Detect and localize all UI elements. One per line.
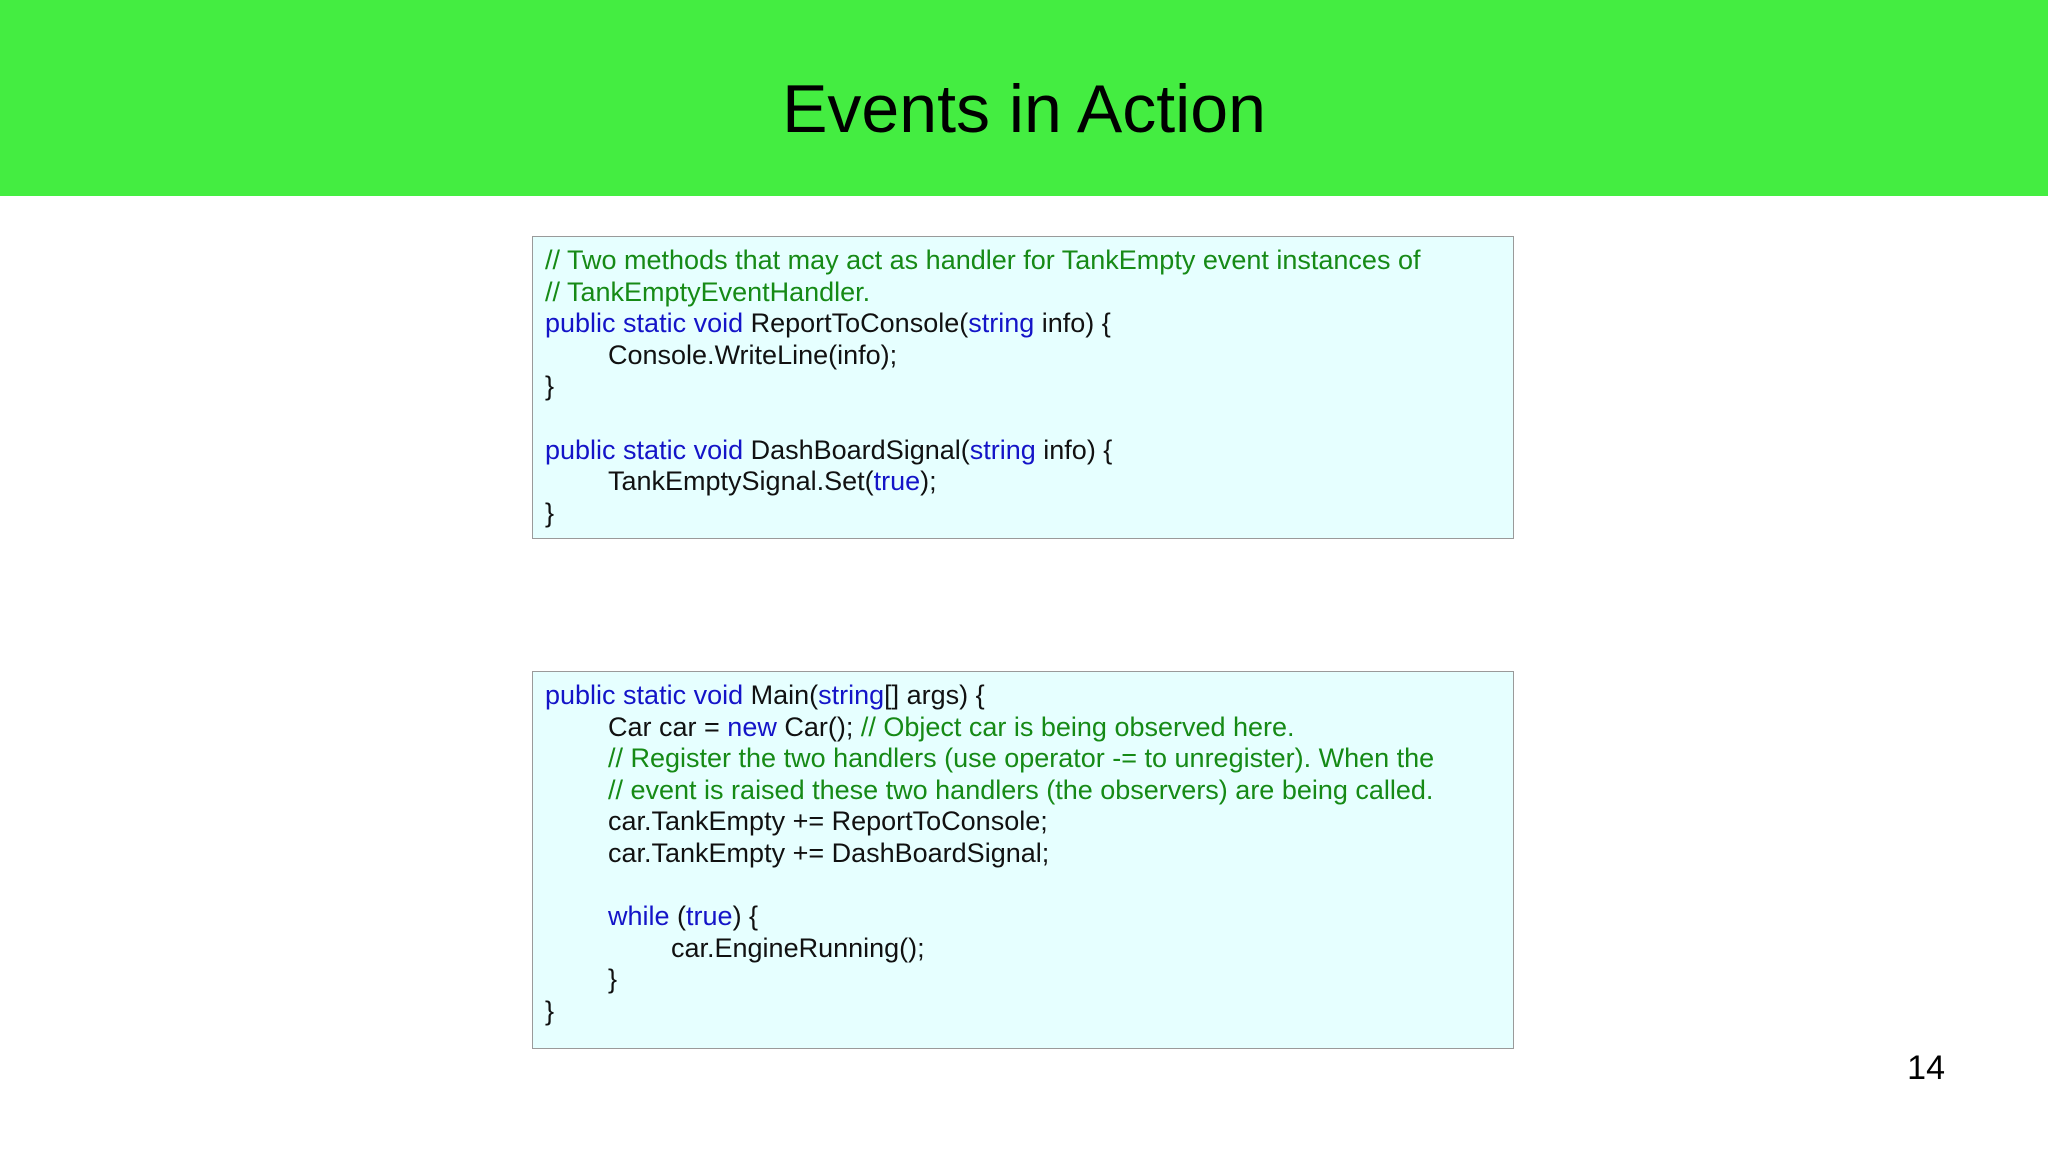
code-text: } [545, 371, 555, 402]
code-text: info) { [1034, 308, 1111, 339]
code-line [545, 371, 1513, 403]
code-comment: // TankEmptyEventHandler. [545, 276, 871, 307]
code-keyword: string [818, 680, 885, 710]
code-keyword: while [608, 901, 670, 932]
code-comment: // Two methods that may act as handler for TankEmpty event instances of [545, 245, 1421, 275]
code-line [545, 466, 1513, 498]
code-line [545, 775, 1513, 807]
code-text: ( [669, 901, 687, 932]
code-keyword: public static void [545, 308, 744, 339]
code-text: } [545, 995, 555, 1026]
code-text: } [608, 964, 618, 995]
code-line [545, 838, 1513, 870]
code-line [545, 901, 1513, 933]
code-line [545, 403, 1513, 435]
code-keyword: new [727, 711, 777, 742]
code-line [545, 340, 1513, 372]
code-line [545, 245, 1513, 277]
code-keyword: public static void [545, 434, 744, 465]
code-text: Car car = [608, 711, 728, 742]
code-comment: // Register the two handlers (use operator -= to unregister). When the [608, 743, 1435, 774]
code-text: DashBoardSignal( [743, 434, 970, 465]
code-line [545, 806, 1513, 838]
code-text: car.TankEmpty += ReportToConsole; [608, 806, 1048, 837]
code-text: Main( [743, 680, 819, 710]
code-text: ); [920, 466, 937, 497]
code-text: ) { [732, 901, 759, 932]
code-line [545, 712, 1513, 744]
code-text: } [545, 497, 555, 528]
code-comment: // event is raised these two handlers (the observers) are being called. [608, 774, 1434, 805]
code-line [545, 435, 1513, 467]
code-keyword: true [686, 901, 733, 932]
code-line [545, 498, 1513, 530]
code-line [545, 933, 1513, 965]
title-bar [0, 0, 2048, 196]
code-text: Console.WriteLine(info); [608, 339, 898, 370]
code-block-main [532, 671, 1514, 1049]
code-text: car.EngineRunning(); [671, 932, 925, 963]
code-keyword: public static void [545, 680, 744, 710]
code-keyword: true [873, 466, 921, 497]
code-line [545, 308, 1513, 340]
code-comment: // Object car is being observed here. [860, 711, 1295, 742]
code-text: Car(); [776, 711, 861, 742]
code-keyword: string [968, 308, 1035, 339]
code-keyword: string [969, 434, 1036, 465]
code-line [545, 680, 1513, 712]
code-line [545, 277, 1513, 309]
code-line [545, 996, 1513, 1028]
code-block-handlers [532, 236, 1514, 539]
code-text: car.TankEmpty += DashBoardSignal; [608, 837, 1050, 868]
code-line [545, 870, 1513, 902]
code-text: info) { [1035, 434, 1113, 465]
code-line [545, 743, 1513, 775]
page-number: 14 [1907, 1049, 1945, 1087]
code-line [545, 964, 1513, 996]
code-text: ReportToConsole( [743, 308, 969, 339]
slide-title: Events in Action [782, 71, 1266, 147]
code-text: TankEmptySignal.Set( [608, 466, 874, 497]
code-text: [] args) { [884, 680, 985, 710]
